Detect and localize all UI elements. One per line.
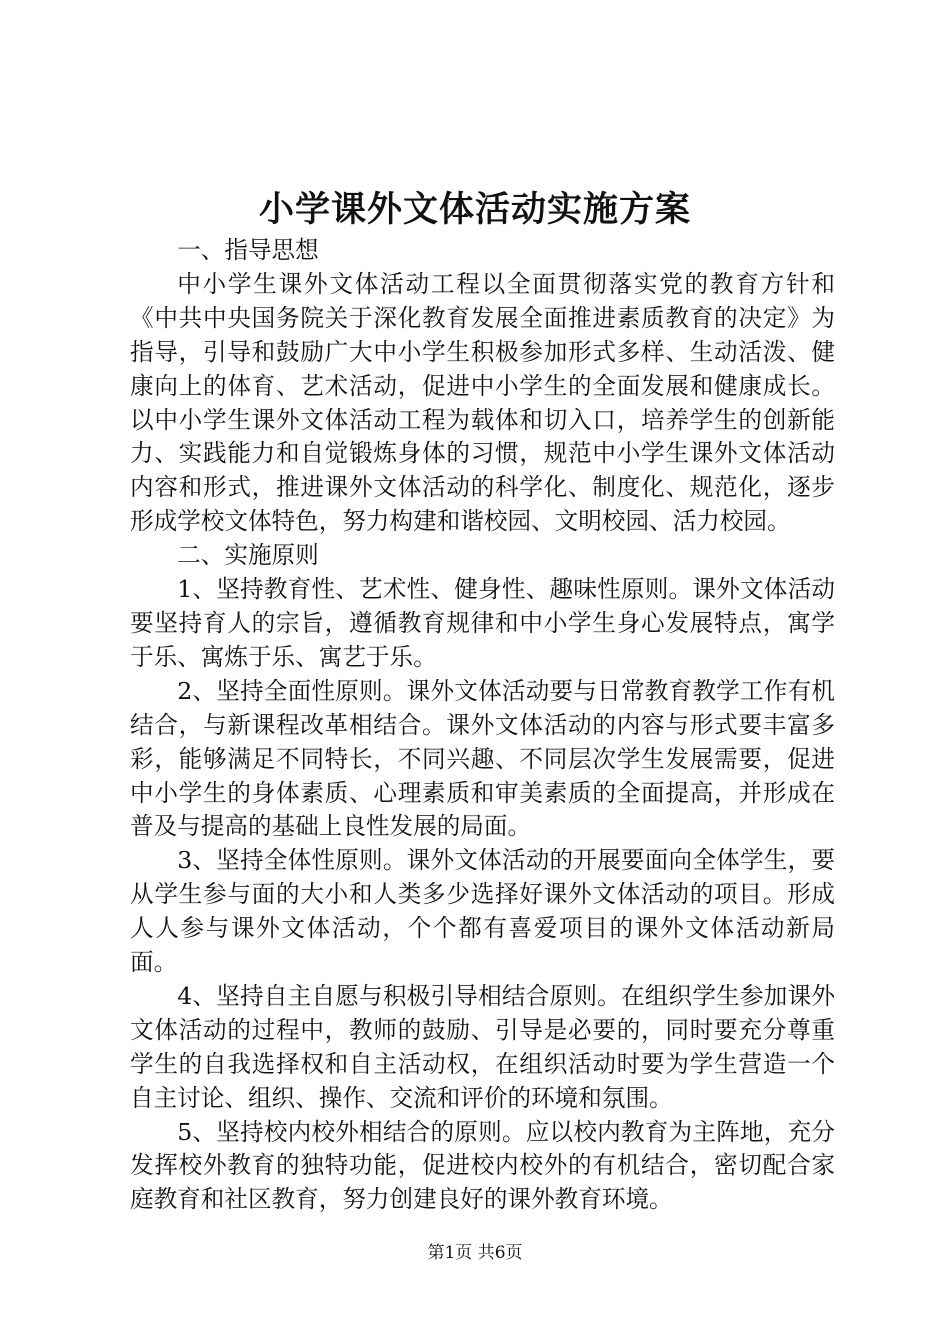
document-body	[130, 234, 835, 1217]
document-title: 小学课外文体活动实施方案	[258, 189, 691, 230]
section-heading-guiding-ideology: 一、指导思想	[177, 236, 319, 264]
paragraph-principle-4: 4、坚持自主自愿与积极引导相结合原则。在组织学生参加课外文体活动的过程中，教师的鼓励、引导是必要的，同时要充分尊重学生的自我选择权和自主活动权，在组织活动时要为学生营造一个自主讨论、组织、操作、交流和评价的环境和氛围。	[130, 981, 835, 1112]
paragraph-guiding-ideology: 中小学生课外文体活动工程以全面贯彻落实党的教育方针和《中共中央国务院关于深化教育发展全面推进素质教育的决定》为指导，引导和鼓励广大中小学生积极参加形式多样、生动活泼、健康向上的体育、艺术活动，促进中小学生的全面发展和健康成长。以中小学生课外文体活动工程为载体和切入口，培养学生的创新能力、实践能力和自觉锻炼身体的习惯，规范中小学生课外文体活动内容和形式，推进课外文体活动的科学化、制度化、规范化，逐步形成学校文体特色，努力构建和谐校园、文明校园、活力校园。	[130, 269, 835, 536]
paragraph-principle-2: 2、坚持全面性原则。课外文体活动要与日常教育教学工作有机结合，与新课程改革相结合。课外文体活动的内容与形式要丰富多彩，能够满足不同特长，不同兴趣、不同层次学生发展需要，促进中小学生的身体素质、心理素质和审美素质的全面提高，并形成在普及与提高的基础上良性发展的局面。	[130, 676, 835, 841]
paragraph-principle-3: 3、坚持全体性原则。课外文体活动的开展要面向全体学生，要从学生参与面的大小和人类多少选择好课外文体活动的项目。形成人人参与课外文体活动，个个都有喜爱项目的课外文体活动新局面。	[130, 846, 835, 977]
paragraph-principle-1: 1、坚持教育性、艺术性、健身性、趣味性原则。课外文体活动要坚持育人的宗旨，遵循教育规律和中小学生身心发展特点，寓学于乐、寓炼于乐、寓艺于乐。	[130, 575, 835, 671]
paragraph-principle-5: 5、坚持校内校外相结合的原则。应以校内教育为主阵地，充分发挥校外教育的独特功能，促进校内校外的有机结合，密切配合家庭教育和社区教育，努力创建良好的课外教育环境。	[130, 1117, 835, 1214]
page-number-footer: 第1页 共6页	[427, 1243, 523, 1263]
section-heading-principles: 二、实施原则	[177, 541, 319, 570]
